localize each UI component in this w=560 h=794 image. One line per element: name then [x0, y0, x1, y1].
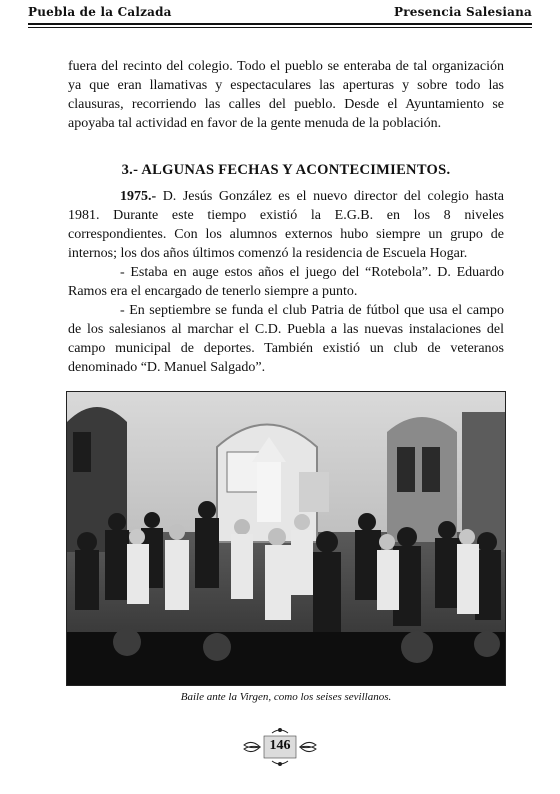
paragraph-text: fuera del recinto del colegio. Todo el pueblo se enteraba de tal organización ya que eran llamativas y espectaculares las aperturas y sobre todo las clausuras, recorriendo las calles del pueblo. Desde el Ayuntamiento se apoyaba tal actividad en favor de la gente menuda de la población. — [68, 59, 504, 131]
paragraph-1975 — [68, 187, 504, 263]
header-rule-thin — [28, 27, 532, 28]
running-header — [28, 2, 532, 22]
section-heading: 3.- ALGUNAS FECHAS Y ACONTECIMIENTOS. — [121, 162, 451, 178]
year-label: 1975.- — [120, 189, 157, 204]
events-block — [68, 187, 504, 377]
photo-dance — [66, 391, 506, 686]
header-rule — [28, 23, 532, 25]
photo-illustration — [67, 392, 505, 685]
page-number-ornament — [230, 727, 330, 767]
paragraph-rotebola: - Estaba en auge estos años el juego del “Rotebola”. D. Eduardo Ramos era el encargado de tenerlo siempre a punto. — [68, 265, 504, 299]
header-book-title: Puebla de la Calzada — [28, 5, 172, 19]
photo-caption: Baile ante la Virgen, como los seises sevillanos. — [180, 691, 392, 703]
paragraph-intro — [68, 57, 504, 133]
header-section-title: Presencia Salesiana — [394, 5, 532, 19]
page-number: 146 — [269, 738, 291, 753]
paragraph-club-patria: - En septiembre se funda el club Patria de fútbol que usa el campo de los salesianos al marchar el C.D. Puebla a las nuevas instalaciones del campo municipal de deportes. También existió un club de veteranos denominado “D. Manuel Salgado”. — [68, 303, 504, 375]
paragraph-text: D. Jesús González es el nuevo director del colegio hasta 1981. Durante este tiempo existió la E.G.B. en los 8 niveles correspondientes. Con los alumnos externos hubo siempre un grupo de internos; los dos años últimos comenzó la residencia de Escuela Hogar. — [68, 189, 504, 261]
